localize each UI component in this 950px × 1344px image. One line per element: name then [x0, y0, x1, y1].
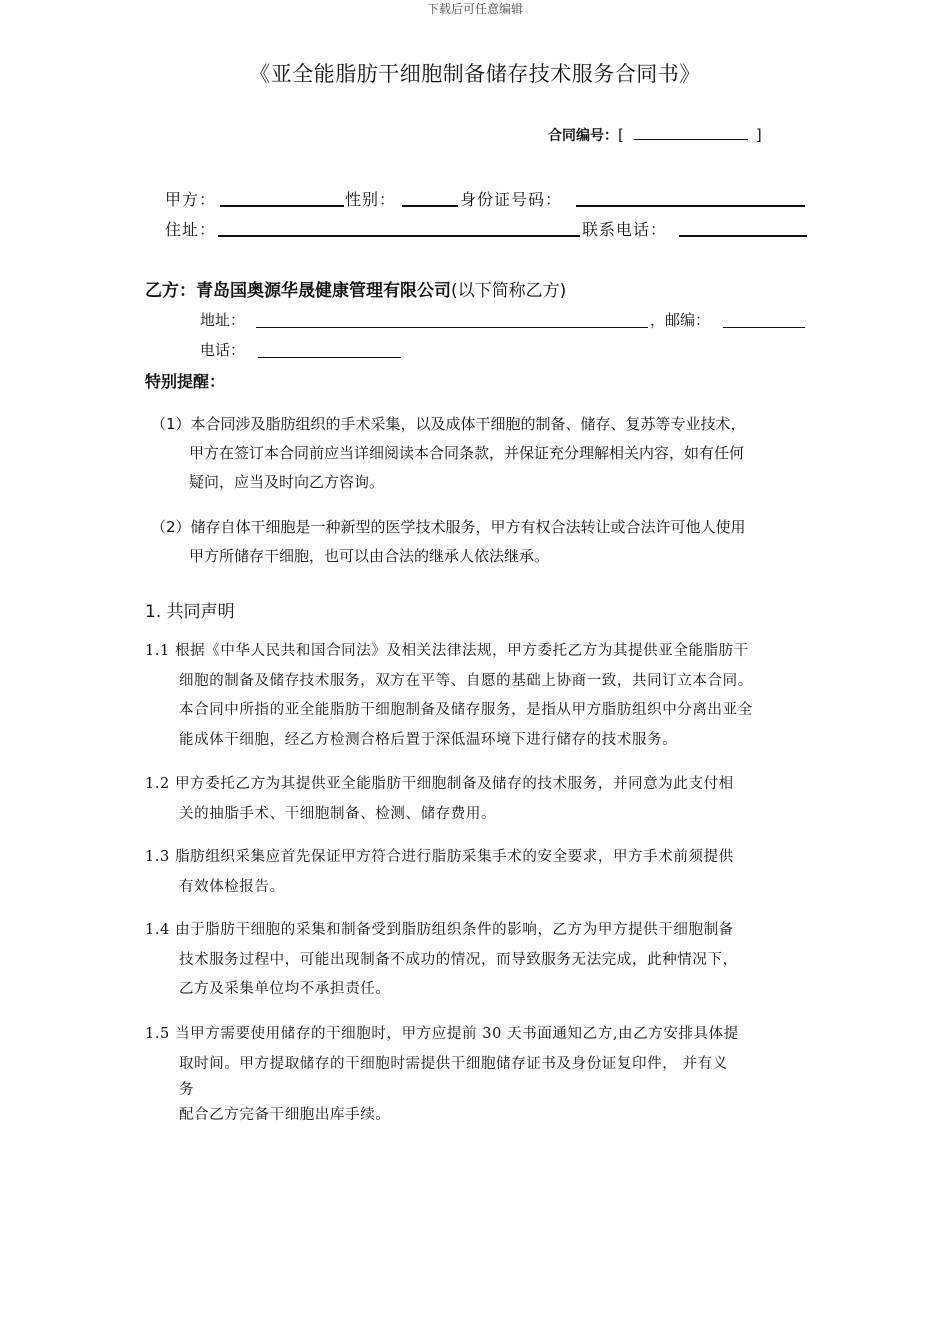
- clause-1-5: [145, 1020, 739, 1131]
- clause-1-5-line-4: 配合乙方完备干细胞出库手续。: [179, 1107, 391, 1123]
- gender-label: 性别：: [345, 190, 397, 209]
- party-b-address-label: 地址：: [200, 311, 246, 329]
- party-b-address-field[interactable]: [256, 327, 648, 328]
- party-b-note: (以下简称乙方): [451, 281, 567, 301]
- reminder-item-2: [151, 513, 746, 571]
- party-b-phone-label: 电话：: [200, 341, 246, 359]
- clause-1-5-line-3: 务: [179, 1082, 195, 1098]
- phone-label: 联系电话：: [582, 220, 668, 239]
- contract-number-open-bracket: [: [618, 126, 624, 144]
- reminder-item-1: [151, 410, 746, 497]
- id-number-field[interactable]: [576, 205, 805, 207]
- document-title: 《亚全能脂肪干细胞制备储存技术服务合同书》: [249, 62, 701, 86]
- clause-1-1: [145, 637, 753, 755]
- clause-1-1-line-4: 能成体干细胞，经乙方检测合格后置于深低温环境下进行储存的技术服务。: [179, 731, 678, 748]
- reminder-2-line-2: 甲方所储存干细胞，也可以由合法的继承人依法继承。: [189, 547, 550, 565]
- clause-1-1-line-1: 1.1 根据《中华人民共和国合同法》及相关法律法规，甲方委托乙方为其提供亚全能脂肪干: [145, 643, 749, 659]
- address-label: 住址：: [165, 220, 217, 239]
- clause-1-1-line-2: 细胞的制备及储存技术服务，双方在平等、自愿的基础上协商一致，共同订立本合同。: [179, 672, 753, 689]
- postcode-label: ，邮编：: [650, 311, 711, 329]
- contract-number-label: 合同编号：: [548, 128, 618, 144]
- clause-1-1-line-3: 本合同中所指的亚全能脂肪干细胞制备及储存服务，是指从甲方脂肪组织中分离出亚全: [179, 702, 753, 718]
- reminder-1-line-2: 甲方在签订本合同前应当详细阅读本合同条款，并保证充分理解相关内容，如有任何: [189, 444, 745, 462]
- reminder-2-line-1: （2）储存自体干细胞是一种新型的医学技术服务，甲方有权合法转让或合法许可他人使用: [151, 518, 746, 536]
- clause-1-4: [145, 916, 738, 1005]
- party-b-phone-field[interactable]: [258, 357, 401, 358]
- contract-number-field[interactable]: [634, 125, 748, 140]
- reminder-1-line-1: （1）本合同涉及脂肪组织的手术采集，以及成体干细胞的制备、储存、复苏等专业技术，: [151, 415, 746, 433]
- party-b-name: [145, 276, 566, 301]
- clause-1-4-line-3: 乙方及采集单位均不承担责任。: [179, 981, 391, 997]
- special-reminder-heading: 特别提醒：: [145, 372, 226, 391]
- contract-number: [548, 125, 762, 145]
- download-note: 下载后可任意编辑: [426, 2, 523, 16]
- reminder-1-line-3: 疑问，应当及时向乙方咨询。: [189, 473, 385, 491]
- clause-1-2-line-2: 关的抽脂手术、干细胞制备、检测、储存费用。: [179, 805, 497, 822]
- clause-1-4-line-2: 技术服务过程中，可能出现制备不成功的情况，而导致服务无法完成，此种情况下，: [179, 951, 738, 968]
- phone-field[interactable]: [679, 235, 807, 237]
- party-a-name-field[interactable]: [220, 205, 344, 207]
- clause-1-5-line-2: 取时间。甲方提取储存的干细胞时需提供干细胞储存证书及身份证复印件， 并有义: [179, 1055, 728, 1072]
- id-number-label: 身份证号码：: [460, 190, 563, 209]
- clause-1-2: [145, 770, 734, 829]
- clause-1-4-line-1: 1.4 由于脂肪干细胞的采集和制备受到脂肪组织条件的影响，乙方为甲方提供干细胞制备: [145, 922, 734, 938]
- clause-1-5-line-1: 1.5 当甲方需要使用储存的干细胞时，甲方应提前 30 天书面通知乙方,由乙方安排具体提: [145, 1026, 739, 1042]
- contract-number-close-bracket: ]: [755, 126, 762, 144]
- gender-field[interactable]: [402, 205, 458, 207]
- section-1-title: 1. 共同声明: [145, 602, 235, 622]
- clause-1-2-line-1: 1.2 甲方委托乙方为其提供亚全能脂肪干细胞制备及储存的技术服务，并同意为此支付相: [145, 776, 734, 792]
- postcode-field[interactable]: [723, 327, 805, 328]
- party-b-company: 乙方：青岛国奥源华晟健康管理有限公司: [145, 281, 451, 301]
- address-field[interactable]: [218, 235, 580, 237]
- clause-1-3: [145, 843, 734, 902]
- party-a-label: 甲方：: [165, 190, 217, 209]
- clause-1-3-line-2: 有效体检报告。: [179, 878, 285, 895]
- clause-1-3-line-1: 1.3 脂肪组织采集应首先保证甲方符合进行脂肪采集手术的安全要求，甲方手术前须提供: [145, 849, 734, 865]
